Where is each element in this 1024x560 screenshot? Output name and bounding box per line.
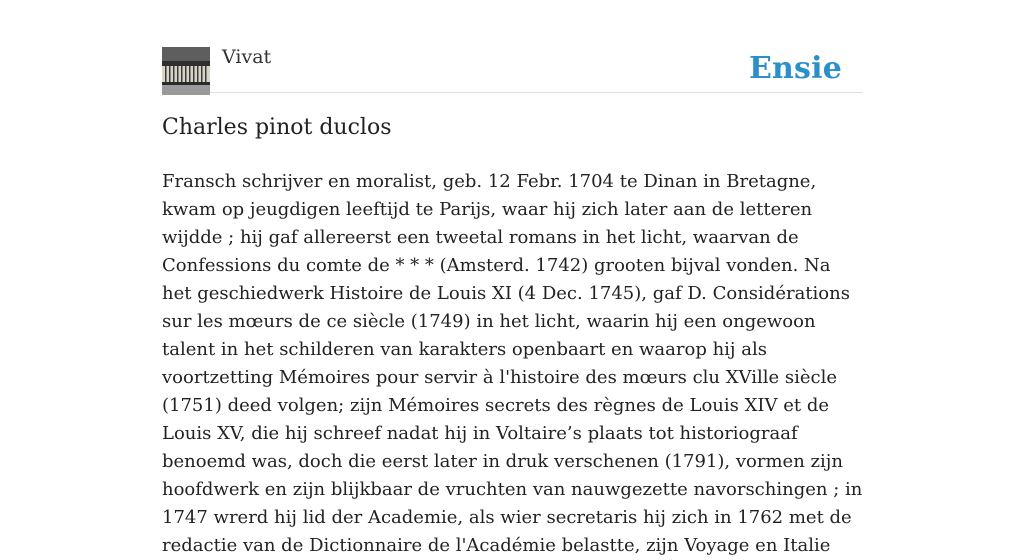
- article-body: Fransch schrijver en moralist, geb. 12 Febr. 1704 te Dinan in Bretagne, kwam op jeugdigen leeftijd te Parijs, waar hij zich later aan de letteren wijdde ; hij gaf allereerst een tweetal romans in het licht, waarvan de Confessions du comte de * * * (Amsterd. 1742) grooten bijval vonden. Na het geschiedwerk Histoire de Louis XI (4 Dec. 1745), gaf D. Considérations sur les mœurs de ce siècle (1749) in het licht, waarin hij een ongewoon talent in het schilderen van karakters openbaart en waarop hij als voortzetting Mémoires pour servir à l'histoire des mœurs clu XVille siècle (1751) deed volgen; zijn Mémoires secrets des règnes de Louis XIV et de Louis XV, die hij schreef nadat hij in Voltaire’s plaats tot historiograaf benoemd was, doch die eerst later in druk verschenen (1791), vormen zijn hoofdwerk en zijn blijkbaar de vruchten van nauwgezette navorschingen ; in 1747 wrerd hij lid der Academie, als wier secretaris hij zich in 1762 met de redactie van de Dictionnaire de l'Académie belastte, zijn Voyage en Italie: [162, 171, 863, 556]
- article-title: Charles pinot duclos: [162, 115, 392, 140]
- author-name[interactable]: Vivat: [222, 46, 272, 68]
- avatar[interactable]: [162, 47, 210, 95]
- brand-logo[interactable]: Ensie: [748, 51, 842, 86]
- books-avatar-icon: [162, 47, 210, 95]
- header: [162, 46, 862, 93]
